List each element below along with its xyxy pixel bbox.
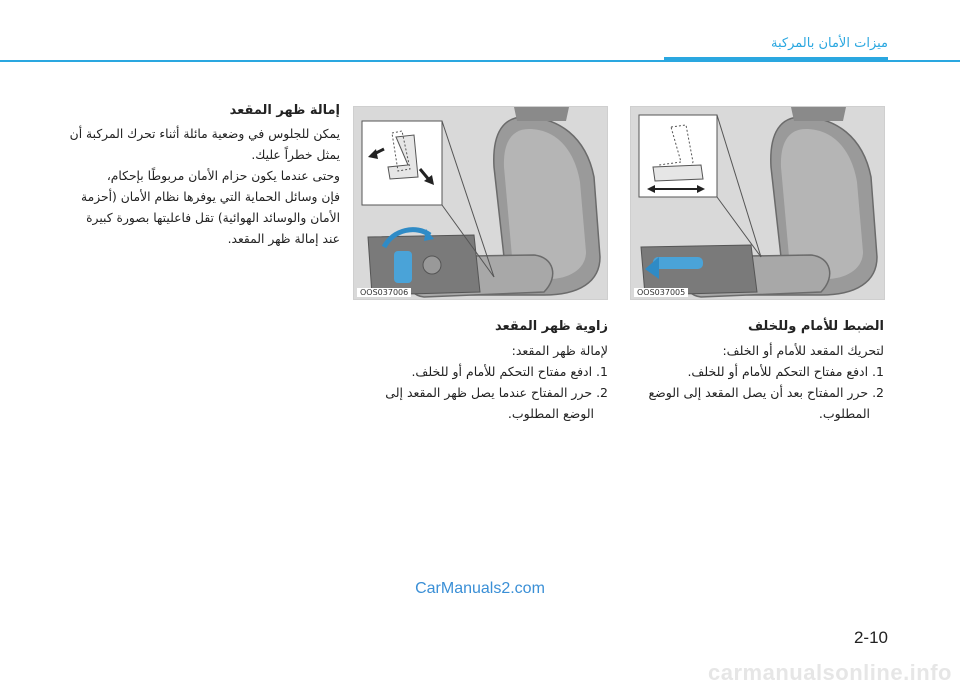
forward-backward-section (624, 316, 884, 424)
step-item: 2. حرر المفتاح بعد أن يصل المقعد إلى الوضع (648, 385, 884, 400)
warning-line: وحتى عندما يكون حزام الأمان مربوطًا بإحكام، (106, 169, 340, 183)
warning-line: يمكن للجلوس في وضعية مائلة أثناء تحرك المركبة أن (69, 127, 340, 141)
step-item: 2. حرر المفتاح عندما يصل ظهر المقعد إلى (385, 385, 608, 400)
section-intro: لتحريك المقعد للأمام أو الخلف: (722, 343, 884, 358)
figure-code: OOS037006 (357, 288, 411, 297)
seat-illustration-forward (631, 107, 884, 299)
figure-code: OOS037005 (634, 288, 688, 297)
step-item: 1. ادفع مفتاح التحكم للأمام أو للخلف. (411, 364, 608, 379)
section-heading: الضبط للأمام وللخلف (747, 319, 884, 334)
section-header-title: ميزات الأمان بالمركبة (771, 36, 888, 51)
section-heading: زاوية ظهر المقعد (494, 319, 608, 334)
figure-seatback-recline (353, 106, 608, 300)
site-watermark-link[interactable]: CarManuals2.com (415, 580, 545, 597)
figure-seat-forward-backward (630, 106, 885, 300)
step-item: المطلوب. (818, 406, 870, 421)
seat-illustration-recline (354, 107, 607, 299)
warning-line: فإن وسائل الحماية التي يوفرها نظام الأمان (أحزمة (81, 190, 340, 204)
warning-heading: إمالة ظهر المقعد (229, 103, 340, 118)
warning-section (60, 100, 340, 250)
header-accent-bar (664, 57, 888, 62)
section-intro: لإمالة ظهر المقعد: (511, 343, 608, 358)
warning-line: عند إمالة ظهر المقعد. (227, 232, 340, 246)
step-item: 1. ادفع مفتاح التحكم للأمام أو للخلف. (687, 364, 884, 379)
page-number: 2-10 (853, 628, 888, 647)
step-item: الوضع المطلوب. (507, 406, 594, 421)
warning-line: الأمان والوسائد الهوائية) تقل فاعليتها بصورة كبيرة (86, 211, 340, 225)
warning-line: يمثل خطراً عليك. (251, 148, 340, 162)
recline-section (348, 316, 608, 424)
footer-watermark: carmanualsonline.info (708, 660, 952, 685)
